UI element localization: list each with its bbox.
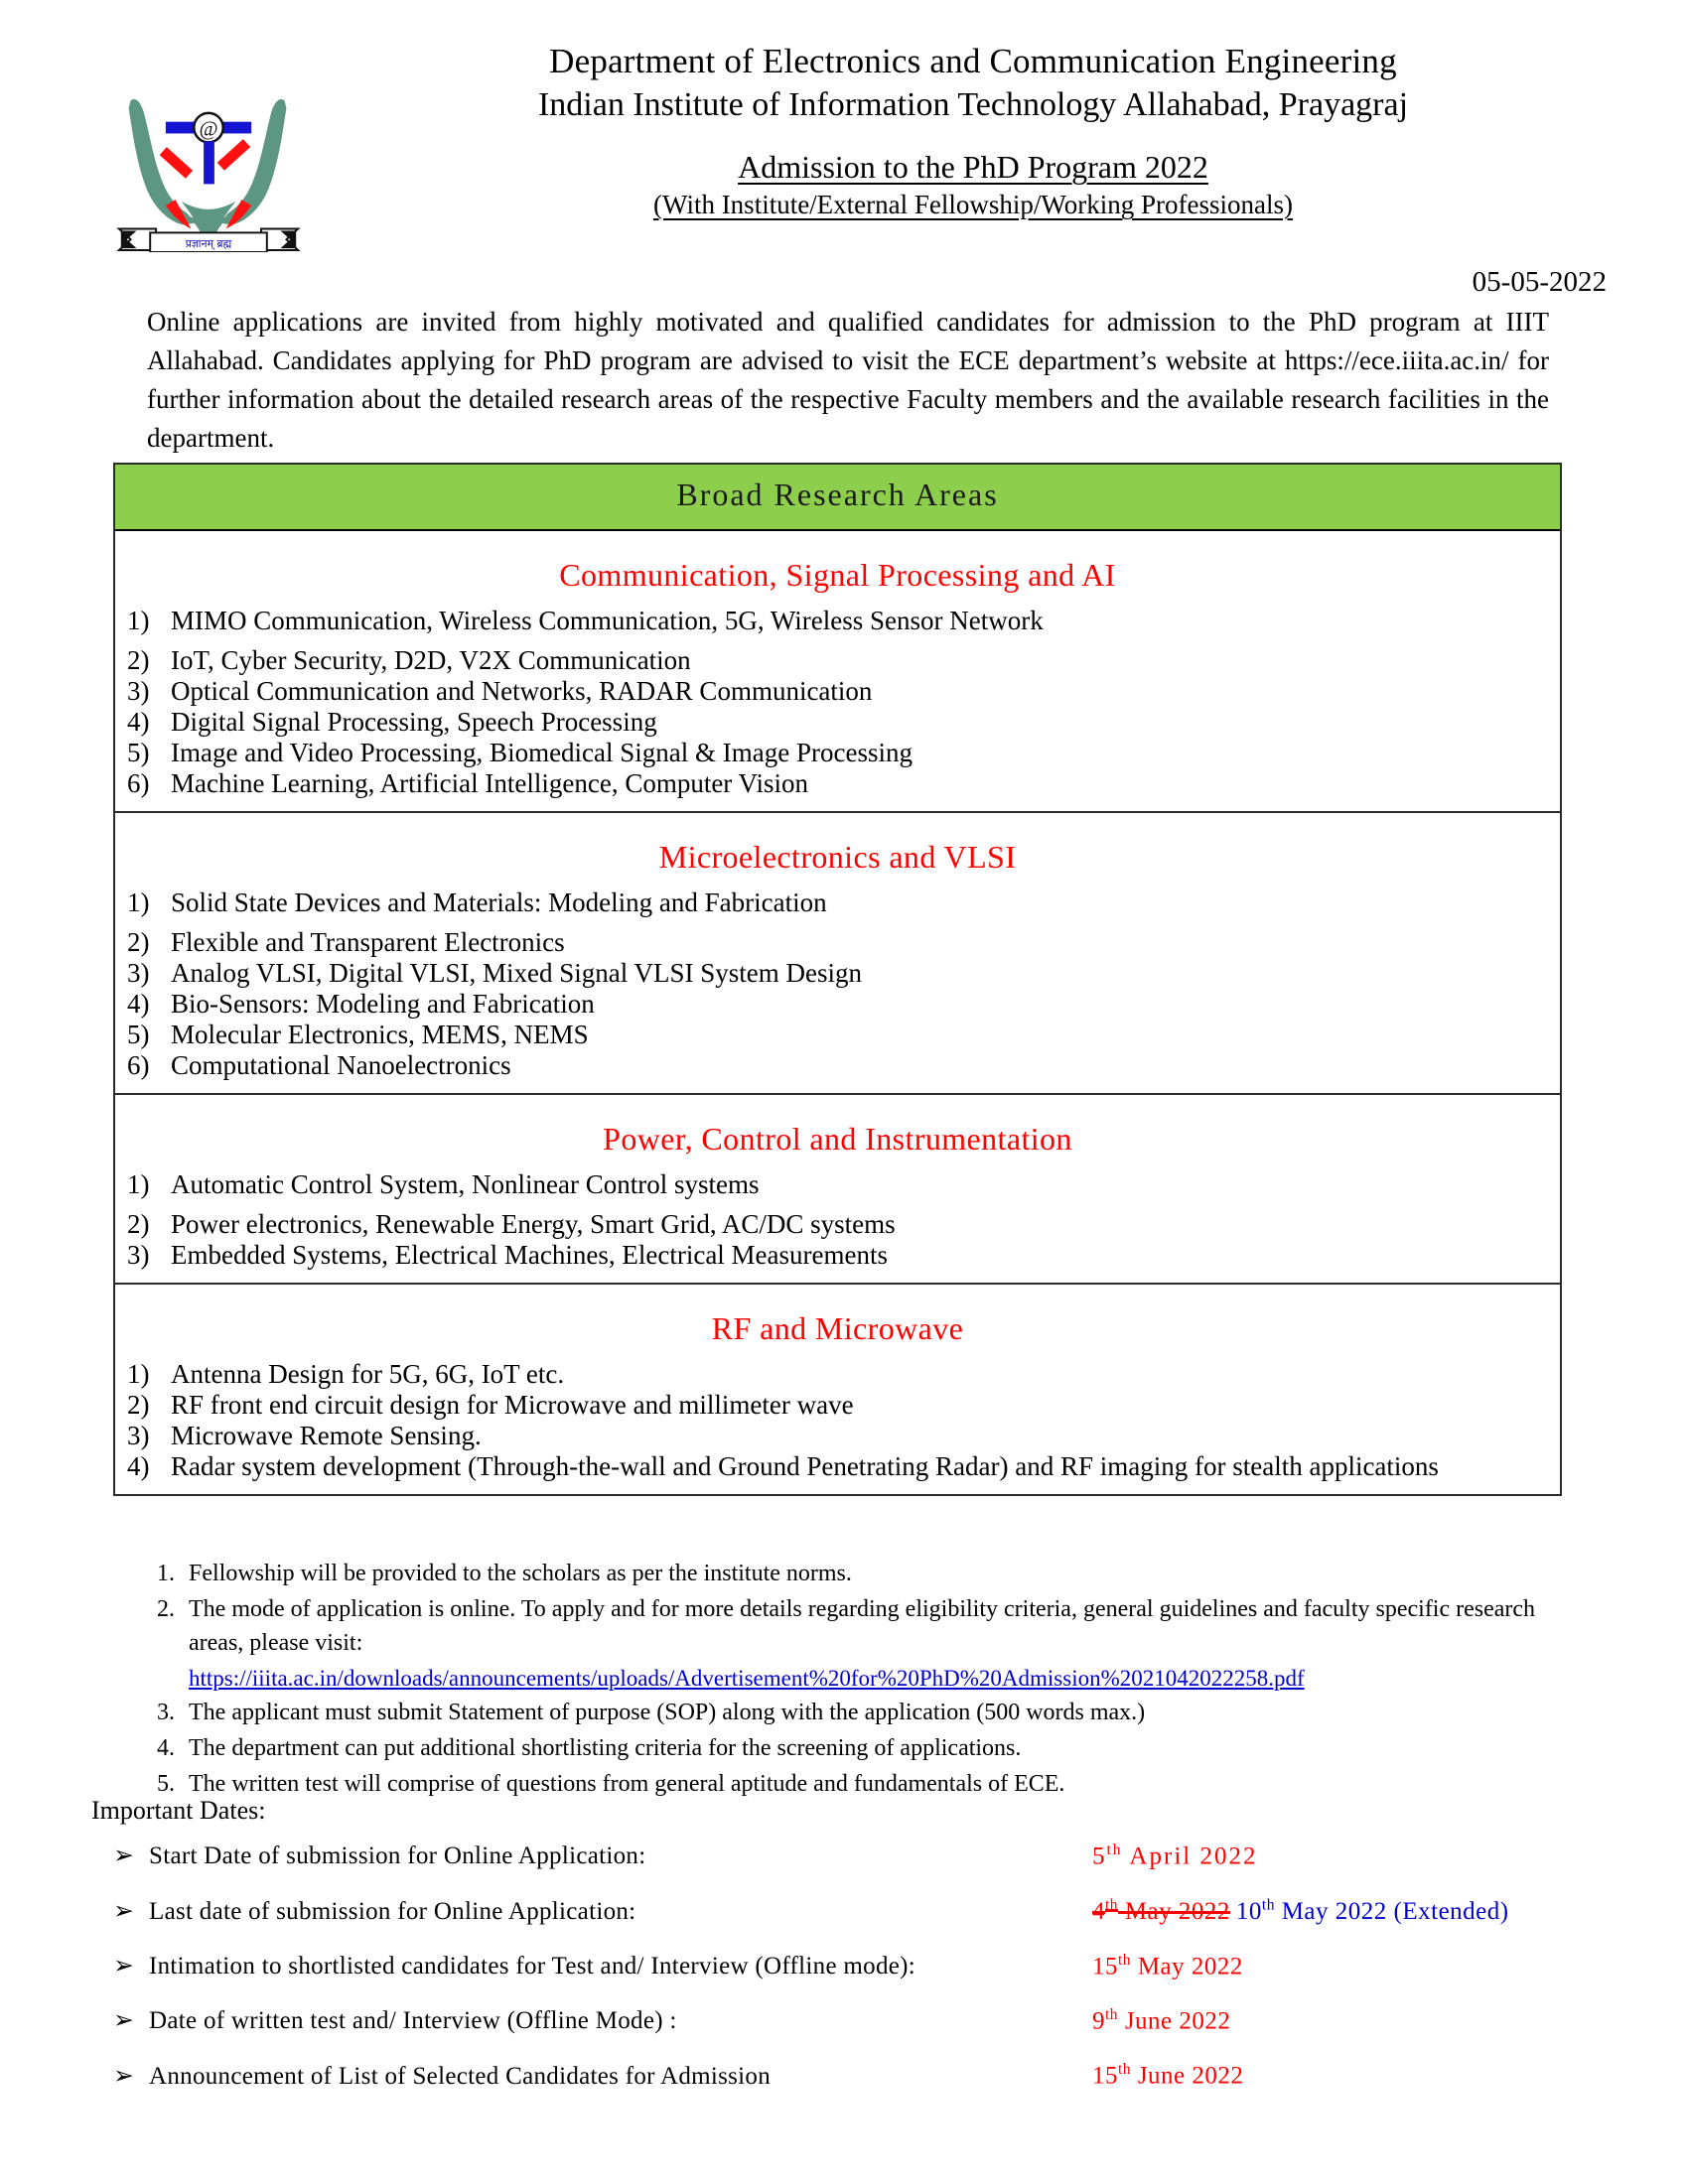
logo-graphic bbox=[111, 58, 306, 252]
research-item-list bbox=[115, 606, 1560, 799]
research-item bbox=[115, 707, 1560, 738]
research-section-power-control bbox=[115, 1095, 1560, 1285]
research-item bbox=[115, 1169, 1560, 1200]
research-item-text: Antenna Design for 5G, 6G, IoT etc. bbox=[171, 1359, 565, 1389]
research-item-number: 1) bbox=[127, 1169, 150, 1199]
research-item-number: 2) bbox=[127, 1390, 150, 1420]
research-item-number: 3) bbox=[127, 1240, 150, 1270]
research-item bbox=[115, 1240, 1560, 1271]
research-section-title: Power, Control and Instrumentation bbox=[603, 1121, 1072, 1157]
note-item bbox=[147, 1557, 1557, 1590]
research-item-text: Analog VLSI, Digital VLSI, Mixed Signal VLSI System Design bbox=[171, 958, 863, 988]
research-item bbox=[115, 1451, 1560, 1482]
research-item-text: Optical Communication and Networks, RADAR Communication bbox=[171, 676, 873, 706]
research-item-text: Molecular Electronics, MEMS, NEMS bbox=[171, 1020, 589, 1049]
research-item-text: RF front end circuit design for Microwave and millimeter wave bbox=[171, 1390, 854, 1420]
arrow-bullet-icon: ➢ bbox=[113, 2007, 134, 2035]
research-item bbox=[115, 645, 1560, 676]
research-item-number: 5) bbox=[127, 1020, 150, 1049]
important-dates-heading: Important Dates: bbox=[91, 1796, 266, 1825]
date-struck-day: 4 bbox=[1092, 1897, 1105, 1925]
research-item-text: Image and Video Processing, Biomedical Signal & Image Processing bbox=[171, 738, 913, 767]
phd-advertisement-link[interactable]: https://iiita.ac.in/downloads/announcements/uploads/Advertisement%20for%20PhD%20Admission%2021042022258.pdf bbox=[189, 1666, 1305, 1691]
note-text: The department can put additional shortlisting criteria for the screening of applications. bbox=[189, 1735, 1022, 1761]
arrow-bullet-icon: ➢ bbox=[113, 2062, 134, 2090]
research-item bbox=[115, 1359, 1560, 1390]
date-day: 9 bbox=[1092, 2007, 1105, 2035]
research-item bbox=[115, 1050, 1560, 1081]
logo-at-symbol: @ bbox=[199, 118, 218, 141]
research-item-text: Automatic Control System, Nonlinear Control systems bbox=[171, 1169, 760, 1199]
department-name: Department of Electronics and Communication Engineering bbox=[549, 42, 1397, 80]
document-header bbox=[0, 0, 1688, 298]
date-rest: April 2022 bbox=[1122, 1843, 1258, 1870]
research-item bbox=[115, 989, 1560, 1020]
notes-list bbox=[147, 1557, 1557, 1803]
note-item bbox=[147, 1592, 1557, 1660]
date-day: 15 bbox=[1092, 1952, 1118, 1979]
research-areas-table-header: Broad Research Areas bbox=[115, 465, 1560, 531]
date-struck-ordinal: th bbox=[1105, 1896, 1119, 1914]
research-item-number: 1) bbox=[127, 606, 150, 635]
note-number: 3. bbox=[157, 1700, 175, 1725]
research-item-text: Radar system development (Through-the-wall and Ground Penetrating Radar) and RF imaging for stealth applications bbox=[171, 1451, 1439, 1481]
research-item-number: 6) bbox=[127, 768, 150, 798]
research-item-number: 4) bbox=[127, 707, 150, 737]
research-item-number: 2) bbox=[127, 645, 150, 675]
research-item-text: Microwave Remote Sensing. bbox=[171, 1421, 482, 1450]
header-title-block bbox=[328, 40, 1618, 222]
research-section-title: Communication, Signal Processing and AI bbox=[559, 557, 1116, 593]
date-struck bbox=[1092, 1898, 1230, 1925]
research-item-number: 3) bbox=[127, 1421, 150, 1450]
note-number: 2. bbox=[157, 1596, 175, 1622]
research-item-text: Embedded Systems, Electrical Machines, Electrical Measurements bbox=[171, 1240, 888, 1270]
note-item bbox=[147, 1731, 1557, 1765]
research-item-text: IoT, Cyber Security, D2D, V2X Communication bbox=[171, 645, 691, 675]
research-item-list bbox=[115, 887, 1560, 1081]
research-item-number: 3) bbox=[127, 676, 150, 706]
research-item bbox=[115, 927, 1560, 958]
research-item-number: 1) bbox=[127, 887, 150, 917]
date-struck-rest: May 2022 bbox=[1118, 1897, 1230, 1925]
note-text: The applicant must submit Statement of purpose (SOP) along with the application (500 words max.) bbox=[189, 1700, 1146, 1725]
date-rest: May 2022 (Extended) bbox=[1274, 1897, 1509, 1925]
research-section-title: Microelectronics and VLSI bbox=[658, 839, 1017, 875]
research-item bbox=[115, 887, 1560, 918]
research-item bbox=[115, 1209, 1560, 1240]
logo-ribbon bbox=[119, 228, 298, 252]
date-label: Last date of submission for Online Application: bbox=[149, 1897, 636, 1925]
program-title: Admission to the PhD Program 2022 bbox=[738, 149, 1208, 185]
date-value bbox=[1092, 1889, 1509, 1927]
date-day: 5 bbox=[1092, 1843, 1107, 1870]
date-label: Start Date of submission for Online Application: bbox=[149, 1843, 646, 1870]
research-section-communication bbox=[115, 531, 1560, 813]
arrow-bullet-icon: ➢ bbox=[113, 1897, 134, 1925]
research-item-text: Power electronics, Renewable Energy, Smart Grid, AC/DC systems bbox=[171, 1209, 896, 1239]
date-label: Announcement of List of Selected Candidates for Admission bbox=[149, 2062, 772, 2090]
research-item bbox=[115, 958, 1560, 989]
date-label: Date of written test and/ Interview (Offline Mode) : bbox=[149, 2007, 677, 2035]
research-item-text: Digital Signal Processing, Speech Processing bbox=[171, 707, 657, 737]
document-date: 05-05-2022 bbox=[1472, 266, 1607, 298]
research-section-microelectronics bbox=[115, 813, 1560, 1095]
research-item-number: 5) bbox=[127, 738, 150, 767]
date-ordinal: th bbox=[1118, 2061, 1132, 2079]
date-ordinal: th bbox=[1261, 1896, 1275, 1914]
date-row bbox=[91, 2054, 1601, 2092]
date-extended bbox=[1236, 1898, 1509, 1925]
research-item-number: 2) bbox=[127, 927, 150, 957]
date-value bbox=[1092, 1835, 1257, 1872]
research-item bbox=[115, 1421, 1560, 1451]
research-item bbox=[115, 606, 1560, 636]
date-ordinal: th bbox=[1105, 2005, 1119, 2023]
logo-red-right bbox=[217, 139, 250, 171]
date-row bbox=[91, 1945, 1601, 1982]
arrow-bullet-icon: ➢ bbox=[113, 1952, 134, 1979]
research-item-text: MIMO Communication, Wireless Communication, 5G, Wireless Sensor Network bbox=[171, 606, 1044, 635]
research-section-title: RF and Microwave bbox=[711, 1310, 964, 1346]
date-day: 15 bbox=[1092, 2062, 1118, 2090]
research-item-number: 1) bbox=[127, 1359, 150, 1389]
research-item bbox=[115, 768, 1560, 799]
date-row bbox=[91, 1835, 1601, 1872]
arrow-bullet-icon: ➢ bbox=[113, 1843, 134, 1870]
date-row bbox=[91, 1889, 1601, 1927]
research-item-number: 3) bbox=[127, 958, 150, 988]
research-item bbox=[115, 676, 1560, 707]
intro-paragraph: Online applications are invited from highly motivated and qualified candidates for admission to the PhD program at IIIT Allahabad. Candidates applying for PhD program are advised to visit the ECE department’s website at https://ece.iiita.ac.in/ for further information about the detailed research areas of the respective Faculty members and the available research facilities in the department. bbox=[147, 307, 1549, 453]
research-item-number: 4) bbox=[127, 1451, 150, 1481]
date-ordinal: th bbox=[1118, 1951, 1132, 1969]
date-rest: June 2022 bbox=[1131, 2062, 1244, 2090]
note-text: Fellowship will be provided to the scholars as per the institute norms. bbox=[189, 1561, 852, 1586]
research-item bbox=[115, 1390, 1560, 1421]
research-item-list bbox=[115, 1359, 1560, 1482]
date-rest: May 2022 bbox=[1131, 1952, 1243, 1979]
date-day: 10 bbox=[1235, 1897, 1262, 1925]
date-value bbox=[1092, 1999, 1230, 2037]
institute-name: Indian Institute of Information Technology Allahabad, Prayagraj bbox=[537, 86, 1409, 123]
research-item-number: 4) bbox=[127, 989, 150, 1019]
program-subtitle: (With Institute/External Fellowship/Working Professionals) bbox=[653, 190, 1293, 219]
date-value bbox=[1092, 2054, 1243, 2092]
iiit-allahabad-logo bbox=[111, 58, 306, 252]
research-section-rf-microwave bbox=[115, 1285, 1560, 1494]
research-item-text: Solid State Devices and Materials: Modeling and Fabrication bbox=[171, 887, 827, 917]
note-number: 1. bbox=[157, 1561, 175, 1586]
date-ordinal: th bbox=[1106, 1842, 1123, 1858]
research-item-number: 6) bbox=[127, 1050, 150, 1080]
important-dates-section bbox=[91, 1793, 1601, 2110]
note-item bbox=[147, 1696, 1557, 1729]
research-item bbox=[115, 738, 1560, 768]
note-number: 5. bbox=[157, 1771, 175, 1797]
research-item-text: Bio-Sensors: Modeling and Fabrication bbox=[171, 989, 595, 1019]
broad-research-areas-table bbox=[113, 463, 1562, 1496]
logo-red-left bbox=[160, 147, 193, 179]
note-number: 4. bbox=[157, 1735, 175, 1761]
research-item-text: Flexible and Transparent Electronics bbox=[171, 927, 565, 957]
research-item-number: 2) bbox=[127, 1209, 150, 1239]
research-item-text: Computational Nanoelectronics bbox=[171, 1050, 511, 1080]
date-row bbox=[91, 1999, 1601, 2037]
logo-motto-text: प्रज्ञानम् ब्रह्म bbox=[185, 237, 232, 251]
research-item-list bbox=[115, 1169, 1560, 1271]
research-item-text: Machine Learning, Artificial Intelligence, Computer Vision bbox=[171, 768, 808, 798]
date-rest: June 2022 bbox=[1118, 2007, 1231, 2035]
date-value bbox=[1092, 1945, 1243, 1982]
logo-stem bbox=[204, 141, 214, 184]
note-text: The written test will comprise of questions from general aptitude and fundamentals of ECE. bbox=[189, 1771, 1065, 1797]
date-label: Intimation to shortlisted candidates for Test and/ Interview (Offline mode): bbox=[149, 1952, 916, 1979]
research-item bbox=[115, 1020, 1560, 1050]
note-text: The mode of application is online. To apply and for more details regarding eligibility criteria, general guidelines and faculty specific research areas, please visit: bbox=[189, 1596, 1536, 1656]
